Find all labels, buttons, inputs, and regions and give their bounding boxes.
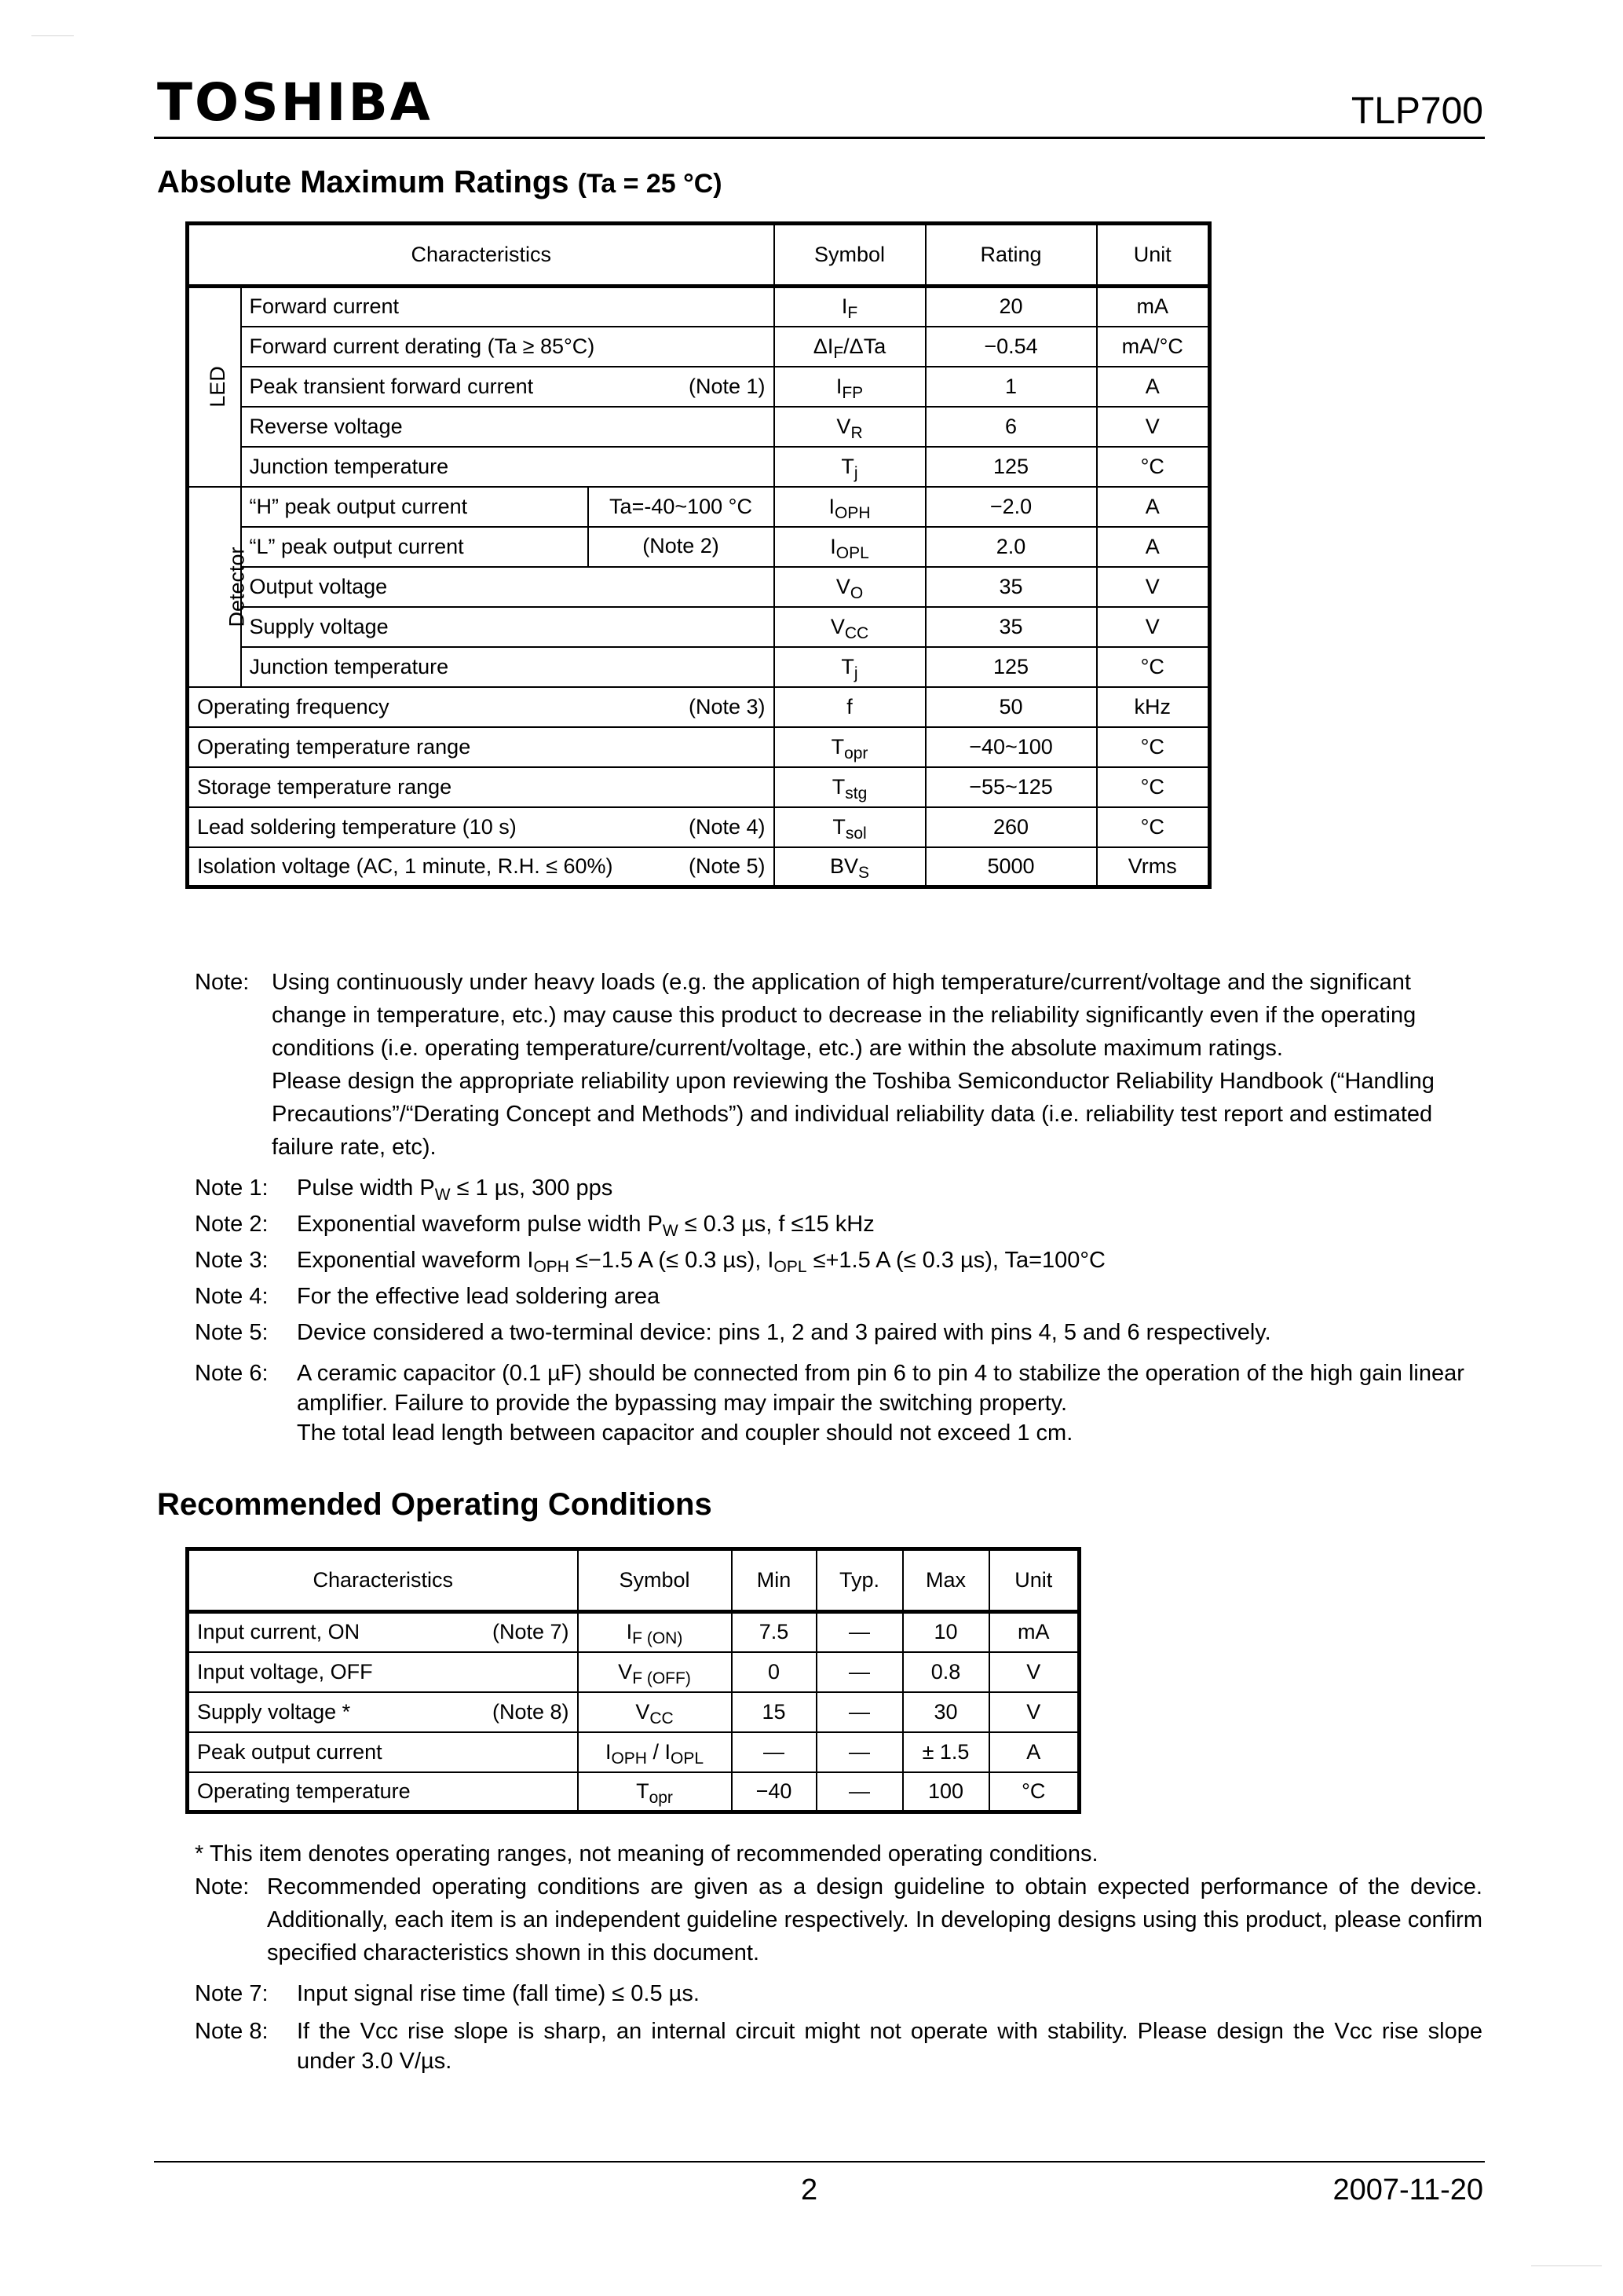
symbol-cell: $I_{F (ON)}$ [578,1612,732,1652]
symbol-cell: $T_{opr}$ [774,727,926,767]
char-cell: Isolation voltage (AC, 1 minute, R.H. ≤ 60%) (Note 5) [188,847,774,887]
symbol-cell: $\Delta I_F$/ΔTa [774,327,926,367]
typ-cell: — [817,1732,903,1772]
table-row [188,807,1210,847]
table-row [188,487,1210,527]
header-rule [154,137,1485,139]
note-4: Note 4: For the effective lead soldering area [195,1284,660,1309]
note-8: Note 8: If the Vcc rise slope is sharp, an internal circuit might not operate with stability. Please design the Vcc rise slope under 3.0 V/µs. [195,2019,1482,2074]
table-row [188,1612,1080,1652]
unit-cell: V [989,1652,1080,1692]
col-header: Max [903,1549,989,1612]
rating-cell: 5000 [926,847,1097,887]
table-row [188,1652,1080,1692]
roc-table [185,1547,1081,1814]
symbol-cell: $T_{stg}$ [774,767,926,807]
unit-cell: A [1097,527,1210,567]
table-row [188,847,1210,887]
table-row [188,1732,1080,1772]
table-row [188,647,1210,687]
symbol-cell: $V_O$ [774,567,926,607]
roc-notes [195,1837,1482,2076]
table-row [188,687,1210,727]
max-cell: ± 1.5 [903,1732,989,1772]
amr-notes [195,966,1482,1448]
table-row [188,367,1210,407]
unit-cell: °C [1097,447,1210,487]
rating-cell: −55~125 [926,767,1097,807]
note-general: Note: Using continuously under heavy loads (e.g. the application of high temperature/current/voltage and the significant change in temperature, etc.) may cause this product to decrease in the reliability significantly even if the operating conditions (i.e. operating temperature/current/voltage, etc.) are within the absolute maximum ratings. Please design the appropriate reliability upon reviewing the Toshiba Semiconductor Reliability Handbook (“Handling Precautions”/“Derating Concept and Methods”) and individual reliability data (i.e. reliability test report and estimated failure rate, etc). [195,970,1435,1160]
unit-cell: A [1097,367,1210,407]
min-cell: 7.5 [732,1612,817,1652]
rating-cell: 20 [926,287,1097,327]
table-row [188,567,1210,607]
rating-cell: 2.0 [926,527,1097,567]
table-row [188,407,1210,447]
table-row [188,607,1210,647]
note-6: Note 6: A ceramic capacitor (0.1 µF) should be connected from pin 6 to pin 4 to stabilize the operation of the high gain linear amplifier. Failure to provide the bypassing may impair the switching property. The total lead length between capacitor and coupler should not exceed 1 cm. [195,1361,1464,1446]
page-number: 2 [801,2174,818,2206]
char-cell: Input current, ON (Note 7) [188,1612,578,1652]
symbol-cell: $T_j$ [774,447,926,487]
note-2: Note 2: Exponential waveform pulse width $P_W \le 0.3$ µs, f ≤15 kHz [195,1212,875,1240]
rating-cell: 1 [926,367,1097,407]
char-cell: Storage temperature range [188,767,774,807]
max-cell: 0.8 [903,1652,989,1692]
unit-cell: mA [989,1612,1080,1652]
table-row [188,727,1210,767]
symbol-cell: $V_{CC}$ [774,607,926,647]
note-3: Note 3: Exponential waveform $I_{OPH} \le-1.5$ A (≤ 0.3 µs), $I_{OPL} \le+1.5$ A (≤ 0.3 µs), Ta=100°C [195,1248,1106,1276]
unit-cell: °C [1097,807,1210,847]
col-header: Unit [1097,224,1210,287]
unit-cell: V [1097,567,1210,607]
unit-cell: °C [1097,647,1210,687]
symbol-cell: $I_{OPH} / I_{OPL}$ [578,1732,732,1772]
unit-cell: °C [1097,767,1210,807]
char-cell: Operating frequency (Note 3) [188,687,774,727]
max-cell: 100 [903,1772,989,1812]
typ-cell: — [817,1772,903,1812]
table-row [188,447,1210,487]
note-general-roc: Note: Recommended operating conditions are given as a design guideline to obtain expected performance of the device. Additionally, each item is an independent guideline respectively. In developing designs using this product, please confirm specified characteristics shown in this document. [195,1874,1482,1965]
min-cell: 15 [732,1692,817,1732]
rating-cell: 35 [926,567,1097,607]
symbol-cell: $T_{sol}$ [774,807,926,847]
unit-cell: kHz [1097,687,1210,727]
col-header: Characteristics [188,1549,578,1612]
amr-table [185,221,1212,889]
amr-title [157,166,722,198]
unit-cell: °C [989,1772,1080,1812]
table-row [188,327,1210,367]
symbol-cell: $I_{FP}$ [774,367,926,407]
rating-cell: 6 [926,407,1097,447]
rating-cell: 125 [926,447,1097,487]
char-cell: Output voltage [241,567,774,607]
char-cell: Forward current derating (Ta ≥ 85°C) [241,327,774,367]
amr-header-row [188,224,1210,287]
char-cell: Input voltage, OFF [188,1652,578,1692]
col-header: Symbol [578,1549,732,1612]
unit-cell: V [989,1692,1080,1732]
symbol-cell: $I_{OPH}$ [774,487,926,527]
note-5: Note 5: Device considered a two-terminal device: pins 1, 2 and 3 paired with pins 4, 5 and 6 respectively. [195,1320,1271,1345]
unit-cell: mA/°C [1097,327,1210,367]
unit-cell: mA [1097,287,1210,327]
char-cell: Peak output current [188,1732,578,1772]
symbol-cell: $BV_S$ [774,847,926,887]
roc-title: Recommended Operating Conditions [157,1487,712,1522]
part-number: TLP700 [1351,90,1483,132]
col-header: Min [732,1549,817,1612]
table-row [188,287,1210,327]
footer-date: 2007-11-20 [1332,2174,1483,2206]
unit-cell: °C [1097,727,1210,767]
typ-cell: — [817,1652,903,1692]
char-cell: Reverse voltage [241,407,774,447]
char-cell: Lead soldering temperature (10 s) (Note 4) [188,807,774,847]
symbol-cell: $T_{opr}$ [578,1772,732,1812]
unit-cell: V [1097,607,1210,647]
min-cell: −40 [732,1772,817,1812]
char-cell: Operating temperature range [188,727,774,767]
typ-cell: — [817,1612,903,1652]
group-label-led: LED [188,287,241,487]
max-cell: 10 [903,1612,989,1652]
char-cell: “L” peak output current [241,527,588,567]
unit-cell: A [1097,487,1210,527]
unit-cell: V [1097,407,1210,447]
symbol-cell: $T_j$ [774,647,926,687]
symbol-cell: f [774,687,926,727]
char-cell: Junction temperature [241,647,774,687]
char-cell: Forward current [241,287,774,327]
footer-rule [154,2161,1485,2163]
amr-title-text: Absolute Maximum Ratings [157,165,569,199]
rating-cell: 50 [926,687,1097,727]
symbol-cell: $I_F$ [774,287,926,327]
star-note: * This item denotes operating ranges, not meaning of recommended operating conditions. [195,1841,1098,1866]
unit-cell: Vrms [1097,847,1210,887]
rating-cell: 35 [926,607,1097,647]
min-cell: 0 [732,1652,817,1692]
char-cell: “H” peak output current [241,487,588,527]
col-header: Typ. [817,1549,903,1612]
symbol-cell: $V_R$ [774,407,926,447]
note-7: Note 7: Input signal rise time (fall time) ≤ 0.5 µs. [195,1981,700,2006]
max-cell: 30 [903,1692,989,1732]
table-row [188,1692,1080,1732]
amr-condition: (Ta = 25 °C) [577,169,722,199]
condition-cell: (Note 2) [588,527,774,567]
corner-mark: —————— [31,31,74,39]
rating-cell: 260 [926,807,1097,847]
col-header: Unit [989,1549,1080,1612]
corner-mark: —————————— [1531,2261,1602,2269]
char-cell: Supply voltage [241,607,774,647]
rating-cell: −2.0 [926,487,1097,527]
typ-cell: — [817,1692,903,1732]
rating-cell: 125 [926,647,1097,687]
condition-cell: Ta=-40~100 °C [588,487,774,527]
brand-logo: TOSHIBA [157,72,433,133]
char-cell: Operating temperature [188,1772,578,1812]
table-row [188,1772,1080,1812]
symbol-cell: $V_{F (OFF)}$ [578,1652,732,1692]
unit-cell: A [989,1732,1080,1772]
symbol-cell: $V_{CC}$ [578,1692,732,1732]
table-row [188,527,1210,567]
group-label-detector: Detector [188,487,241,687]
rating-cell: −0.54 [926,327,1097,367]
char-cell: Supply voltage * (Note 8) [188,1692,578,1732]
col-header: Rating [926,224,1097,287]
char-cell: Junction temperature [241,447,774,487]
table-row [188,767,1210,807]
note-1: Note 1: Pulse width $P_W \le 1$ µs, 300 pps [195,1175,613,1204]
col-header: Characteristics [188,224,774,287]
col-header: Symbol [774,224,926,287]
roc-header-row [188,1549,1080,1612]
symbol-cell: $I_{OPL}$ [774,527,926,567]
char-cell: Peak transient forward current (Note 1) [241,367,774,407]
min-cell: — [732,1732,817,1772]
rating-cell: −40~100 [926,727,1097,767]
